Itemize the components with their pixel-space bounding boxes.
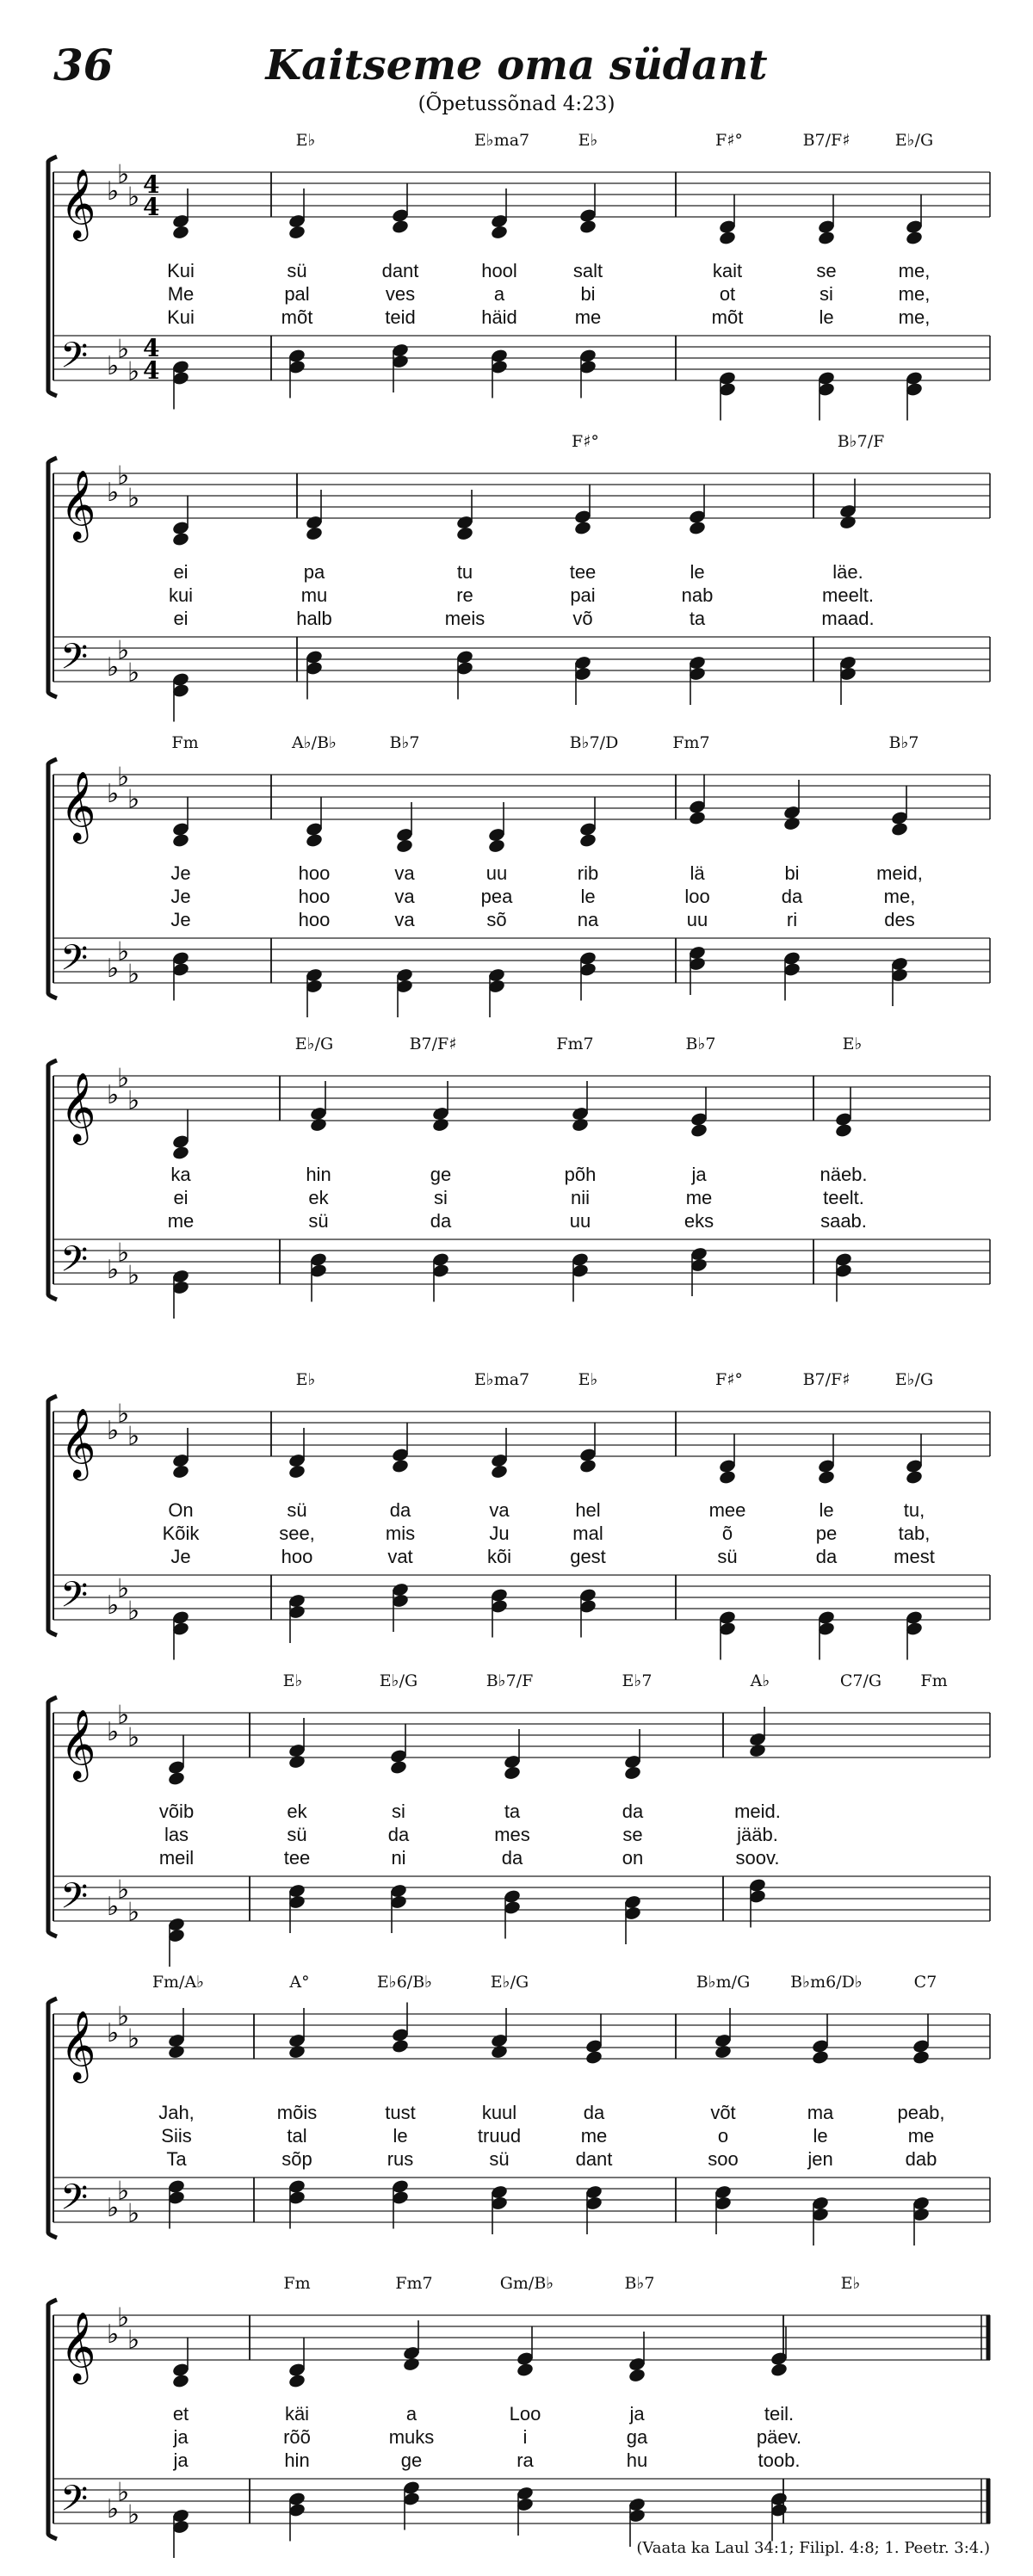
lyric-syllable: ja	[691, 1164, 707, 1185]
lyric-syllable: pa	[303, 561, 325, 583]
chord-symbol: Fm	[283, 2274, 311, 2293]
lyric-syllable: päev.	[756, 2426, 802, 2448]
lyric-syllable: uu	[569, 1210, 591, 1232]
chord-symbol: A°	[289, 1973, 310, 1992]
lyric-syllable: halb	[296, 608, 332, 629]
lyric-syllable: va	[394, 862, 415, 884]
lyric-syllable: ei	[173, 561, 189, 583]
lyric-syllable: pea	[480, 886, 513, 907]
chord-symbol: E♭	[578, 131, 598, 150]
music-system-4	[0, 1033, 1033, 1300]
chord-symbol: F♯°	[715, 1370, 743, 1389]
lyric-syllable: peab,	[897, 2102, 945, 2123]
lyric-syllable: muks	[388, 2426, 435, 2448]
lyric-syllable: teil.	[764, 2403, 795, 2425]
lyric-syllable: me,	[898, 306, 931, 328]
lyric-syllable: on	[622, 1847, 644, 1869]
lyric-syllable: ge	[430, 1164, 452, 1185]
flat-icon: ♭	[117, 762, 130, 793]
lyric-syllable: me	[167, 1210, 195, 1232]
lyric-syllable: see,	[279, 1523, 315, 1544]
lyric-syllable: kuul	[481, 2102, 517, 2123]
flat-icon: ♭	[117, 1573, 130, 1604]
lyric-syllable: pal	[284, 283, 310, 305]
lyric-syllable: ja	[173, 2426, 189, 2448]
lyric-syllable: sü	[287, 1824, 307, 1845]
lyric-syllable: ja	[173, 2449, 189, 2471]
lyric-syllable: me	[685, 1187, 713, 1208]
lyric-syllable: Siis	[161, 2125, 192, 2147]
lyric-syllable: ei	[173, 608, 189, 629]
lyric-syllable: ri	[786, 909, 798, 930]
lyric-syllable: Je	[170, 862, 191, 884]
lyric-syllable: loo	[684, 886, 710, 907]
lyric-syllable: rib	[577, 862, 599, 884]
lyric-syllable: dant	[575, 2148, 613, 2170]
flat-icon: ♭	[127, 2325, 140, 2356]
lyric-syllable: et	[172, 2403, 189, 2425]
lyric-syllable: truud	[477, 2125, 522, 2147]
flat-icon: ♭	[107, 2193, 120, 2223]
chord-symbol: E♭/G	[894, 1370, 934, 1389]
lyric-syllable: Je	[170, 886, 191, 907]
lyric-syllable: ta	[504, 1801, 521, 1822]
flat-icon: ♭	[117, 159, 130, 190]
bass-clef-icon: 𝄢	[60, 335, 89, 385]
lyric-syllable: na	[577, 909, 599, 930]
music-system-8	[0, 2272, 1033, 2539]
flat-icon: ♭	[117, 2477, 130, 2508]
lyric-syllable: toob.	[758, 2449, 801, 2471]
flat-icon: ♭	[127, 2499, 140, 2530]
chord-symbol: C7	[913, 1973, 937, 1992]
flat-icon: ♭	[127, 1260, 140, 1291]
flat-icon: ♭	[117, 2302, 130, 2333]
lyric-syllable: hu	[626, 2449, 648, 2471]
bass-clef-icon: 𝄢	[60, 1875, 89, 1925]
treble-clef-icon: 𝄞	[60, 1407, 96, 1478]
chord-symbol: Fm7	[395, 2274, 433, 2293]
lyric-syllable: saab.	[820, 1210, 867, 1232]
lyric-syllable: a	[493, 283, 505, 305]
treble-clef-icon: 𝄞	[60, 1708, 96, 1779]
lyric-syllable: le	[819, 1499, 834, 1521]
lyric-syllable: a	[405, 2403, 418, 2425]
lyric-syllable: sü	[287, 1499, 307, 1521]
lyric-syllable: sü	[489, 2148, 510, 2170]
lyric-syllable: mõt	[711, 306, 744, 328]
chord-symbol: E♭/G	[894, 131, 934, 150]
lyric-syllable: uu	[486, 862, 508, 884]
lyric-syllable: maad.	[821, 608, 875, 629]
flat-icon: ♭	[117, 2001, 130, 2032]
lyric-syllable: ta	[689, 608, 706, 629]
treble-clef-icon: 𝄞	[60, 1072, 96, 1142]
flat-icon: ♭	[117, 1063, 130, 1094]
flat-icon: ♭	[107, 2320, 120, 2350]
lyric-syllable: le	[819, 306, 834, 328]
lyric-syllable: mõis	[276, 2102, 318, 2123]
lyric-syllable: le	[393, 2125, 408, 2147]
lyric-syllable: ka	[170, 1164, 191, 1185]
lyric-syllable: da	[781, 886, 803, 907]
chord-symbol: F♯°	[572, 432, 599, 451]
lyric-syllable: nii	[570, 1187, 591, 1208]
flat-icon: ♭	[127, 2023, 140, 2054]
chord-symbol: Fm7	[556, 1035, 594, 1053]
lyric-syllable: Me	[167, 283, 195, 305]
lyric-syllable: meid,	[876, 862, 923, 884]
flat-icon: ♭	[117, 1700, 130, 1731]
lyric-syllable: mest	[894, 1546, 935, 1567]
lyric-syllable: Kõik	[162, 1523, 200, 1544]
bass-clef-icon: 𝄢	[60, 1574, 89, 1624]
flat-icon: ♭	[127, 356, 140, 387]
flat-icon: ♭	[127, 2198, 140, 2229]
chord-symbol: Fm	[171, 733, 199, 752]
chord-symbol: E♭/G	[490, 1973, 529, 1992]
lyric-syllable: va	[489, 1499, 510, 1521]
lyric-syllable: On	[168, 1499, 194, 1521]
flat-icon: ♭	[107, 1717, 120, 1747]
lyric-syllable: tu	[456, 561, 473, 583]
lyric-syllable: tust	[385, 2102, 416, 2123]
lyric-syllable: meis	[444, 608, 486, 629]
lyric-syllable: se	[816, 260, 837, 281]
lyric-syllable: mes	[494, 1824, 530, 1845]
flat-icon: ♭	[127, 182, 140, 213]
lyric-syllable: si	[392, 1801, 405, 1822]
lyric-syllable: soov.	[735, 1847, 780, 1869]
flat-icon: ♭	[127, 784, 140, 815]
lyric-syllable: Jah,	[158, 2102, 195, 2123]
music-system-6	[0, 1670, 1033, 1937]
flat-icon: ♭	[107, 1416, 120, 1446]
chord-symbol: Gm/B♭	[499, 2274, 554, 2293]
lyric-syllable: bi	[784, 862, 800, 884]
lyric-syllable: da	[387, 1824, 410, 1845]
lyric-syllable: me,	[898, 260, 931, 281]
chord-symbol: B7/F♯	[802, 131, 851, 150]
hymn-title: Kaitseme oma südant	[265, 41, 768, 90]
lyric-syllable: hoo	[281, 1546, 313, 1567]
lyric-syllable: sü	[308, 1210, 329, 1232]
chord-symbol: B7/F♯	[802, 1370, 851, 1389]
chord-symbol: E♭ma7	[473, 131, 530, 150]
flat-icon: ♭	[127, 1596, 140, 1627]
flat-icon: ♭	[107, 779, 120, 809]
lyric-syllable: sü	[717, 1546, 738, 1567]
lyric-syllable: hin	[284, 2449, 310, 2471]
chord-symbol: E♭	[282, 1671, 303, 1690]
flat-icon: ♭	[127, 658, 140, 689]
flat-icon: ♭	[117, 1238, 130, 1269]
lyric-syllable: i	[523, 2426, 528, 2448]
lyric-syllable: le	[580, 886, 596, 907]
lyric-syllable: vat	[387, 1546, 413, 1567]
lyric-syllable: le	[813, 2125, 828, 2147]
lyric-syllable: Kui	[167, 306, 195, 328]
chord-symbol: E♭	[840, 2274, 861, 2293]
chord-symbol: B7/F♯	[409, 1035, 457, 1053]
flat-icon: ♭	[107, 2494, 120, 2524]
flat-icon: ♭	[107, 176, 120, 207]
lyric-syllable: ma	[807, 2102, 834, 2123]
footer-references: (Vaata ka Laul 34:1; Filipl. 4:8; 1. Peetr. 3:4.)	[636, 2539, 990, 2557]
lyric-syllable: tee	[283, 1847, 311, 1869]
lyric-syllable: õ	[721, 1523, 733, 1544]
lyric-syllable: teelt.	[823, 1187, 864, 1208]
treble-clef-icon: 𝄞	[60, 770, 96, 841]
lyric-syllable: des	[884, 909, 915, 930]
staff-graphics	[0, 1033, 1033, 1300]
lyric-syllable: o	[717, 2125, 729, 2147]
flat-icon: ♭	[107, 954, 120, 984]
lyric-syllable: võ	[572, 608, 593, 629]
lyric-syllable: jen	[807, 2148, 833, 2170]
music-system-7	[0, 1971, 1033, 2238]
lyric-syllable: me	[580, 2125, 608, 2147]
lyric-syllable: tu,	[903, 1499, 925, 1521]
lyric-syllable: hin	[306, 1164, 331, 1185]
lyric-syllable: bi	[580, 283, 596, 305]
chord-symbol: B♭7/F	[837, 432, 885, 451]
lyric-syllable: ek	[308, 1187, 329, 1208]
lyric-syllable: da	[501, 1847, 523, 1869]
lyric-syllable: läe.	[832, 561, 863, 583]
flat-icon: ♭	[117, 1399, 130, 1430]
time-signature: 4	[143, 170, 160, 199]
lyric-syllable: me,	[883, 886, 916, 907]
lyric-syllable: ek	[287, 1801, 307, 1822]
lyric-syllable: ot	[719, 283, 736, 305]
lyric-syllable: ra	[516, 2449, 534, 2471]
lyric-syllable: mee	[708, 1499, 746, 1521]
chord-symbol: E♭	[842, 1035, 863, 1053]
lyric-syllable: da	[430, 1210, 452, 1232]
music-system-3	[0, 732, 1033, 998]
lyric-syllable: mõt	[281, 306, 313, 328]
chord-symbol: E♭/G	[379, 1671, 418, 1690]
lyric-syllable: tab,	[898, 1523, 931, 1544]
flat-icon: ♭	[117, 334, 130, 365]
time-signature: 4	[143, 193, 160, 221]
treble-clef-icon: 𝄞	[60, 168, 96, 238]
flat-icon: ♭	[107, 1080, 120, 1110]
lyric-syllable: Loo	[509, 2403, 541, 2425]
flat-icon: ♭	[117, 460, 130, 491]
flat-icon: ♭	[127, 1085, 140, 1116]
chord-symbol: C7/G	[839, 1671, 882, 1690]
bass-clef-icon: 𝄢	[60, 937, 89, 987]
bass-clef-icon: 𝄢	[60, 1239, 89, 1288]
lyric-syllable: kui	[168, 584, 194, 606]
flat-icon: ♭	[127, 959, 140, 990]
staff-graphics	[0, 430, 1033, 697]
flat-icon: ♭	[107, 1892, 120, 1922]
chord-symbol: B♭7/F	[486, 1671, 534, 1690]
chord-symbol: B♭7	[624, 2274, 655, 2293]
chord-symbol: B♭7	[685, 1035, 716, 1053]
lyric-syllable: Je	[170, 909, 191, 930]
lyric-syllable: sü	[287, 260, 307, 281]
lyric-syllable: gest	[570, 1546, 606, 1567]
lyric-syllable: me	[574, 306, 602, 328]
flat-icon: ♭	[117, 2176, 130, 2207]
chord-symbol: Fm/A♭	[152, 1973, 205, 1992]
flat-icon: ♭	[107, 351, 120, 381]
lyric-syllable: mal	[572, 1523, 603, 1544]
flat-icon: ♭	[107, 478, 120, 508]
time-signature: 4	[143, 334, 160, 362]
lyric-syllable: va	[394, 886, 415, 907]
chord-symbol: F♯°	[715, 131, 743, 150]
lyric-syllable: ga	[626, 2426, 648, 2448]
lyric-syllable: rus	[387, 2148, 414, 2170]
lyric-syllable: võt	[710, 2102, 736, 2123]
lyric-syllable: ge	[400, 2449, 423, 2471]
bass-clef-icon: 𝄢	[60, 2177, 89, 2227]
chord-symbol: B♭m6/D♭	[790, 1973, 863, 1992]
lyric-syllable: dab	[905, 2148, 937, 2170]
music-system-2	[0, 430, 1033, 697]
music-system-5	[0, 1368, 1033, 1635]
lyric-syllable: häid	[481, 306, 517, 328]
flat-icon: ♭	[127, 483, 140, 514]
flat-icon: ♭	[127, 1421, 140, 1452]
chord-symbol: E♭/G	[294, 1035, 334, 1053]
lyric-syllable: Kui	[167, 260, 195, 281]
hymn-number: 36	[53, 40, 114, 90]
chord-symbol: E♭	[295, 131, 316, 150]
lyric-syllable: hoo	[298, 886, 331, 907]
lyric-syllable: si	[434, 1187, 448, 1208]
lyric-syllable: uu	[686, 909, 708, 930]
bass-clef-icon: 𝄢	[60, 636, 89, 686]
flat-icon: ♭	[107, 2018, 120, 2048]
lyric-syllable: hoo	[298, 909, 331, 930]
lyric-syllable: meil	[158, 1847, 195, 1869]
chord-symbol: E♭	[295, 1370, 316, 1389]
treble-clef-icon: 𝄞	[60, 2010, 96, 2080]
lyric-syllable: le	[690, 561, 705, 583]
lyric-syllable: Je	[170, 1546, 191, 1567]
lyric-syllable: Ta	[166, 2148, 187, 2170]
lyric-syllable: las	[164, 1824, 189, 1845]
lyric-syllable: meelt.	[822, 584, 874, 606]
lyric-syllable: va	[394, 909, 415, 930]
lyric-syllable: da	[815, 1546, 838, 1567]
lyric-syllable: tal	[287, 2125, 307, 2147]
lyric-syllable: hel	[575, 1499, 601, 1521]
lyric-syllable: re	[456, 584, 473, 606]
flat-icon: ♭	[117, 1875, 130, 1906]
lyric-syllable: rõõ	[283, 2426, 311, 2448]
lyric-syllable: da	[389, 1499, 411, 1521]
lyric-syllable: lä	[690, 862, 705, 884]
lyric-syllable: kõi	[486, 1546, 512, 1567]
lyric-syllable: da	[622, 1801, 644, 1822]
lyric-syllable: sõp	[281, 2148, 312, 2170]
lyric-syllable: me,	[898, 283, 931, 305]
lyric-syllable: sõ	[486, 909, 507, 930]
flat-icon: ♭	[117, 635, 130, 666]
chord-symbol: B♭m/G	[696, 1973, 751, 1992]
lyric-syllable: mis	[385, 1523, 416, 1544]
chord-symbol: B♭7/D	[569, 733, 619, 752]
flat-icon: ♭	[117, 936, 130, 967]
lyric-syllable: ei	[173, 1187, 189, 1208]
lyric-syllable: teid	[385, 306, 416, 328]
chord-symbol: A♭/B♭	[291, 733, 337, 752]
chord-symbol: E♭6/B♭	[376, 1973, 433, 1992]
chord-symbol: B♭7	[389, 733, 420, 752]
lyric-syllable: me	[907, 2125, 935, 2147]
lyric-syllable: pai	[570, 584, 596, 606]
lyric-syllable: meid.	[734, 1801, 781, 1822]
flat-icon: ♭	[107, 652, 120, 683]
lyric-syllable: dant	[381, 260, 419, 281]
treble-clef-icon: 𝄞	[60, 469, 96, 540]
flat-icon: ♭	[107, 1591, 120, 1621]
lyric-syllable: ja	[629, 2403, 645, 2425]
bass-clef-icon: 𝄢	[60, 2478, 89, 2528]
chord-symbol: Fm	[920, 1671, 948, 1690]
lyric-syllable: salt	[572, 260, 603, 281]
lyric-syllable: kait	[712, 260, 743, 281]
lyric-syllable: Ju	[489, 1523, 510, 1544]
lyric-syllable: da	[583, 2102, 605, 2123]
chord-symbol: B♭7	[888, 733, 919, 752]
lyric-syllable: mu	[300, 584, 328, 606]
lyric-syllable: ni	[391, 1847, 406, 1869]
lyric-syllable: hoo	[298, 862, 331, 884]
lyric-syllable: põh	[564, 1164, 597, 1185]
flat-icon: ♭	[107, 1255, 120, 1285]
flat-icon: ♭	[127, 1897, 140, 1928]
lyric-syllable: käi	[284, 2403, 310, 2425]
lyric-syllable: näeb.	[820, 1164, 868, 1185]
lyric-syllable: se	[622, 1824, 643, 1845]
lyric-syllable: võib	[158, 1801, 195, 1822]
chord-symbol: E♭7	[622, 1671, 653, 1690]
chord-symbol: E♭	[578, 1370, 598, 1389]
lyric-syllable: si	[820, 283, 833, 305]
staff-graphics	[0, 1368, 1033, 1635]
lyric-syllable: ves	[385, 283, 416, 305]
lyric-syllable: jääb.	[737, 1824, 778, 1845]
lyric-syllable: hool	[481, 260, 517, 281]
lyric-syllable: soo	[708, 2148, 739, 2170]
chord-symbol: E♭ma7	[473, 1370, 530, 1389]
treble-clef-icon: 𝄞	[60, 2311, 96, 2381]
chord-symbol: Fm7	[672, 733, 710, 752]
lyric-syllable: tee	[569, 561, 597, 583]
music-system-1	[0, 129, 1033, 396]
lyric-syllable: eks	[684, 1210, 714, 1232]
chord-symbol: A♭	[750, 1671, 770, 1690]
lyric-syllable: nab	[681, 584, 714, 606]
flat-icon: ♭	[127, 1722, 140, 1753]
scripture-reference: (Õpetussõnad 4:23)	[418, 93, 615, 115]
time-signature: 4	[143, 356, 160, 385]
lyric-syllable: pe	[815, 1523, 838, 1544]
